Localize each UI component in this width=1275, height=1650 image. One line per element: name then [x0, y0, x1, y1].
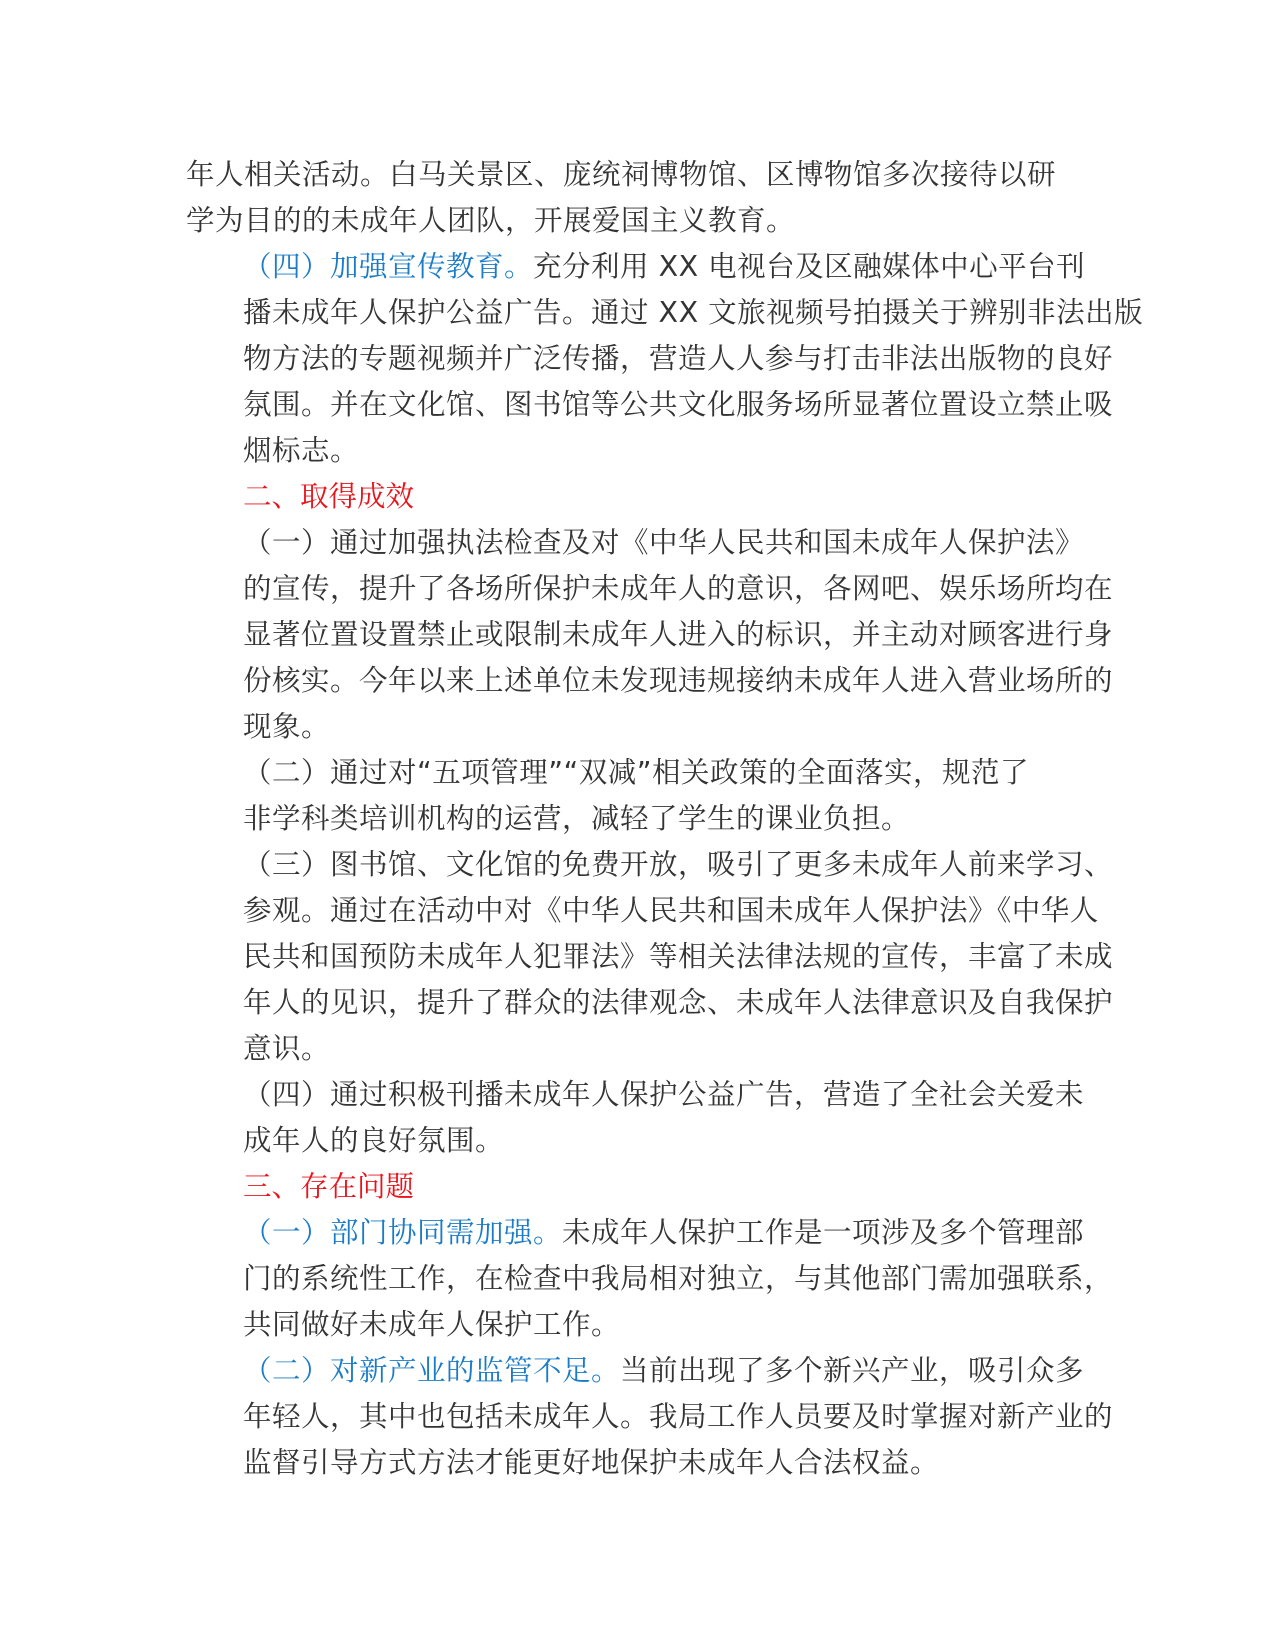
line-text: 监督引导方式方法才能更好地保护未成年人合法权益。: [243, 1446, 940, 1479]
text-line: [186, 612, 1114, 658]
line-text: 物方法的专题视频并广泛传播，营造人人参与打击非法出版物的良好: [243, 342, 1114, 375]
line-text: 现象。: [243, 710, 331, 743]
text-line: [186, 796, 1086, 842]
text-line: [186, 1440, 1086, 1486]
line-text: 门的系统性工作，在检查中我局相对独立，与其他部门需加强联系，: [243, 1262, 1114, 1295]
paragraph: [186, 1072, 1086, 1164]
text-line: [186, 750, 1086, 796]
text-line: [186, 1072, 1086, 1118]
text-line: [186, 336, 1114, 382]
line-text: 未成年人保护工作是一项涉及多个管理部: [562, 1216, 1085, 1249]
paragraph: [186, 842, 1114, 1072]
line-text: （四）通过积极刊播未成年人保护公益广告，营造了全社会关爱未: [243, 1078, 1085, 1111]
line-text: 年人相关活动。白马关景区、庞统祠博物馆、区博物馆多次接待以研: [186, 158, 1057, 191]
line-text: 学为目的的未成年人团队，开展爱国主义教育。: [186, 204, 796, 237]
text-line: [186, 888, 1099, 934]
line-text: （三）图书馆、文化馆的免费开放，吸引了更多未成年人前来学习、: [243, 848, 1114, 881]
line-text: 的宣传，提升了各场所保护未成年人的意识，各网吧、娱乐场所均在: [243, 572, 1114, 605]
line-text: （一）通过加强执法检查及对《中华人民共和国未成年人保护法》: [243, 526, 1085, 559]
text-line: [186, 842, 1114, 888]
text-line: [186, 1302, 1086, 1348]
paragraph: [186, 152, 1086, 244]
paragraph-lead: （二）对新产业的监管不足。: [243, 1354, 621, 1387]
text-line: [186, 428, 1086, 474]
text-line: [186, 1348, 1086, 1394]
line-text: 民共和国预防未成年人犯罪法》等相关法律法规的宣传，丰富了未成: [243, 940, 1114, 973]
line-text: 年人的见识，提升了群众的法律观念、未成年人法律意识及自我保护: [243, 986, 1114, 1019]
line-text: 成年人的良好氛围。: [243, 1124, 505, 1157]
paragraph-lead: （一）部门协同需加强。: [243, 1216, 563, 1249]
text-line: [186, 244, 1086, 290]
line-text: 共同做好未成年人保护工作。: [243, 1308, 621, 1341]
paragraph: [186, 520, 1114, 750]
text-line: [186, 290, 1144, 336]
text-line: [186, 1394, 1114, 1440]
line-text: 非学科类培训机构的运营，减轻了学生的课业负担。: [243, 802, 911, 835]
paragraph: [186, 244, 1144, 474]
text-line: [186, 980, 1114, 1026]
line-text: 当前出现了多个新兴产业，吸引众多: [620, 1354, 1085, 1387]
line-text: 参观。通过在活动中对《中华人民共和国未成年人保护法》《中华人: [243, 894, 1099, 927]
text-line: [186, 520, 1086, 566]
text-line: [186, 704, 1086, 750]
line-text: 份核实。今年以来上述单位未发现违规接纳未成年人进入营业场所的: [243, 664, 1114, 697]
document-body: [186, 152, 1144, 1486]
paragraph: [186, 750, 1086, 842]
text-line: [186, 1210, 1086, 1256]
line-text: （二）通过对“五项管理”“双减”相关政策的全面落实，规范了: [243, 756, 1030, 789]
line-text: 烟标志。: [243, 434, 360, 467]
section-heading: 三、存在问题: [243, 1170, 415, 1203]
text-line: [186, 1026, 1086, 1072]
line-text: 播未成年人保护公益广告。通过 XX 文旅视频号拍摄关于辨别非法出版: [243, 296, 1144, 329]
line-text: 意识。: [243, 1032, 331, 1065]
section-heading: 二、取得成效: [243, 480, 415, 513]
text-line: [186, 934, 1114, 980]
text-line: [186, 658, 1114, 704]
line-text: 氛围。并在文化馆、图书馆等公共文化服务场所显著位置设立禁止吸: [243, 388, 1114, 421]
line-text: 年轻人，其中也包括未成年人。我局工作人员要及时掌握对新产业的: [243, 1400, 1114, 1433]
paragraph-lead: （四）加强宣传教育。: [243, 250, 534, 283]
text-line: [186, 1118, 1086, 1164]
paragraph: [186, 1348, 1114, 1486]
text-line: [186, 566, 1114, 612]
paragraph: [186, 1210, 1114, 1348]
text-line: [186, 1256, 1114, 1302]
line-text: 显著位置设置禁止或限制未成年人进入的标识，并主动对顾客进行身: [243, 618, 1114, 651]
text-line: [186, 152, 1086, 198]
text-line: [186, 382, 1114, 428]
text-line: [186, 198, 1086, 244]
line-text: 充分利用 XX 电视台及区融媒体中心平台刊: [533, 250, 1086, 283]
